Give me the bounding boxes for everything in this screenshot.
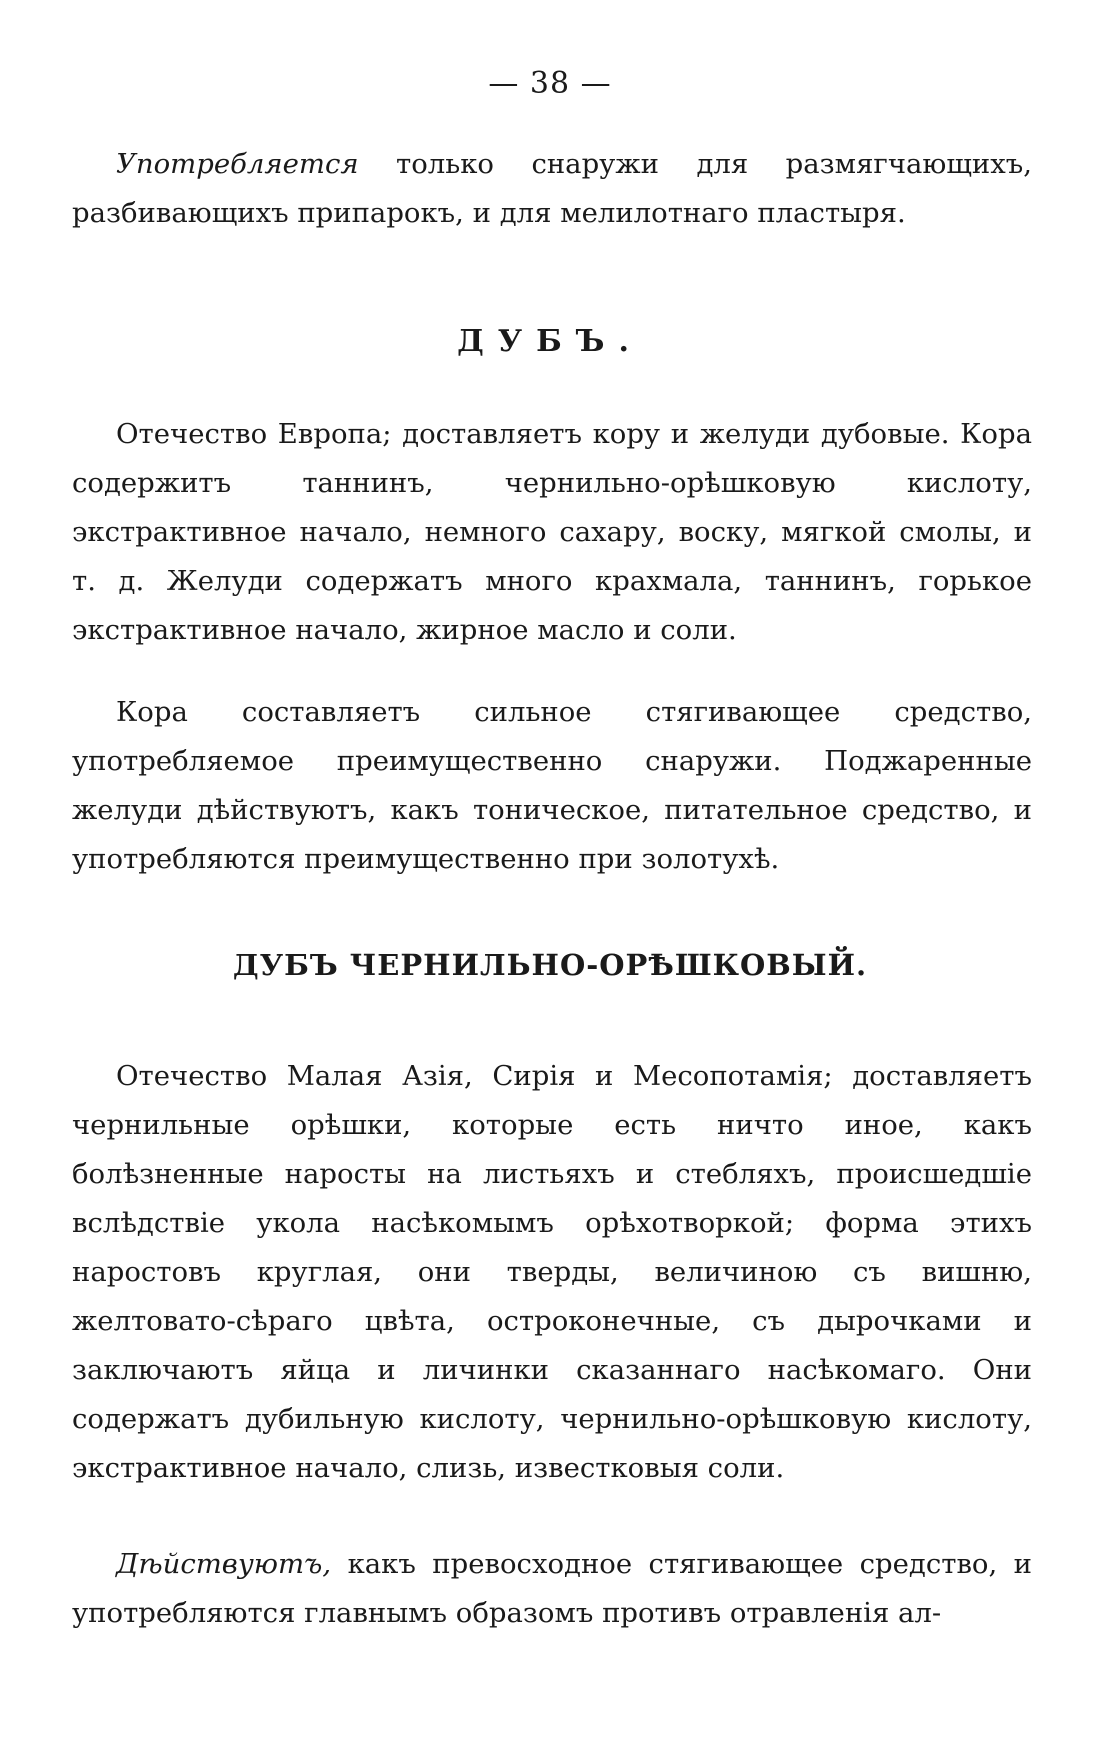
page-number: — 38 — [488, 66, 612, 101]
paragraph-usage-melilot [72, 140, 1032, 238]
paragraph-text: Отечество Европа; доставляетъ кору и желуди дубовые. Кора содержитъ таннинъ, чернильно-орѣшковую кислоту, экстрактивное начало, немного сахару, воску, мягкой смолы, и т. д. Желуди содержатъ много крахмала, таннинъ, горькое экстрактивное начало, жирное масло и соли. [72, 418, 1032, 646]
paragraph-lead: Употребляется [116, 148, 359, 180]
paragraph-gall-oak-origin [72, 1052, 1032, 1493]
paragraph-text: какъ превосходное стягивающее средство, и употребляются главнымъ образомъ противъ отравленія ал- [72, 1548, 1033, 1629]
paragraph-oak-action [72, 688, 1032, 884]
paragraph-gall-oak-action [72, 1540, 1032, 1638]
section-heading-gall-oak: ДУБЪ ЧЕРНИЛЬНО-ОРѢШКОВЫЙ. [232, 948, 868, 982]
paragraph-text: Отечество Малая Азія, Сирія и Месопотамія; доставляетъ чернильные орѣшки, которые есть ничто иное, какъ болѣзненные наросты на листьяхъ и стебляхъ, происшедшіе вслѣдствіе укола насѣкомымъ орѣхотворкой; форма этихъ наростовъ круглая, они тверды, величиною съ вишню, желтовато-сѣраго цвѣта, остроконечные, съ дырочками и заключаютъ яйца и личинки сказаннаго насѣкомаго. Они содержатъ дубильную кислоту, чернильно-орѣшковую кислоту, экстрактивное начало, слизь, известковыя соли. [72, 1060, 1032, 1484]
paragraph-text: только снаружи для размягчающихъ, разбивающихъ припарокъ, и для мелилотнаго пластыря. [72, 148, 1032, 229]
paragraph-lead: Дѣйствуютъ, [116, 1548, 332, 1580]
paragraph-text: Кора составляетъ сильное стягивающее средство, употребляемое преимущественно снаружи. Поджаренные желуди дѣйствуютъ, какъ тоническое, питательное средство, и употребляются преимущественно при золотухѣ. [72, 696, 1032, 875]
section-heading-oak: ДУБЪ. [457, 324, 643, 359]
paragraph-oak-origin [72, 410, 1032, 655]
